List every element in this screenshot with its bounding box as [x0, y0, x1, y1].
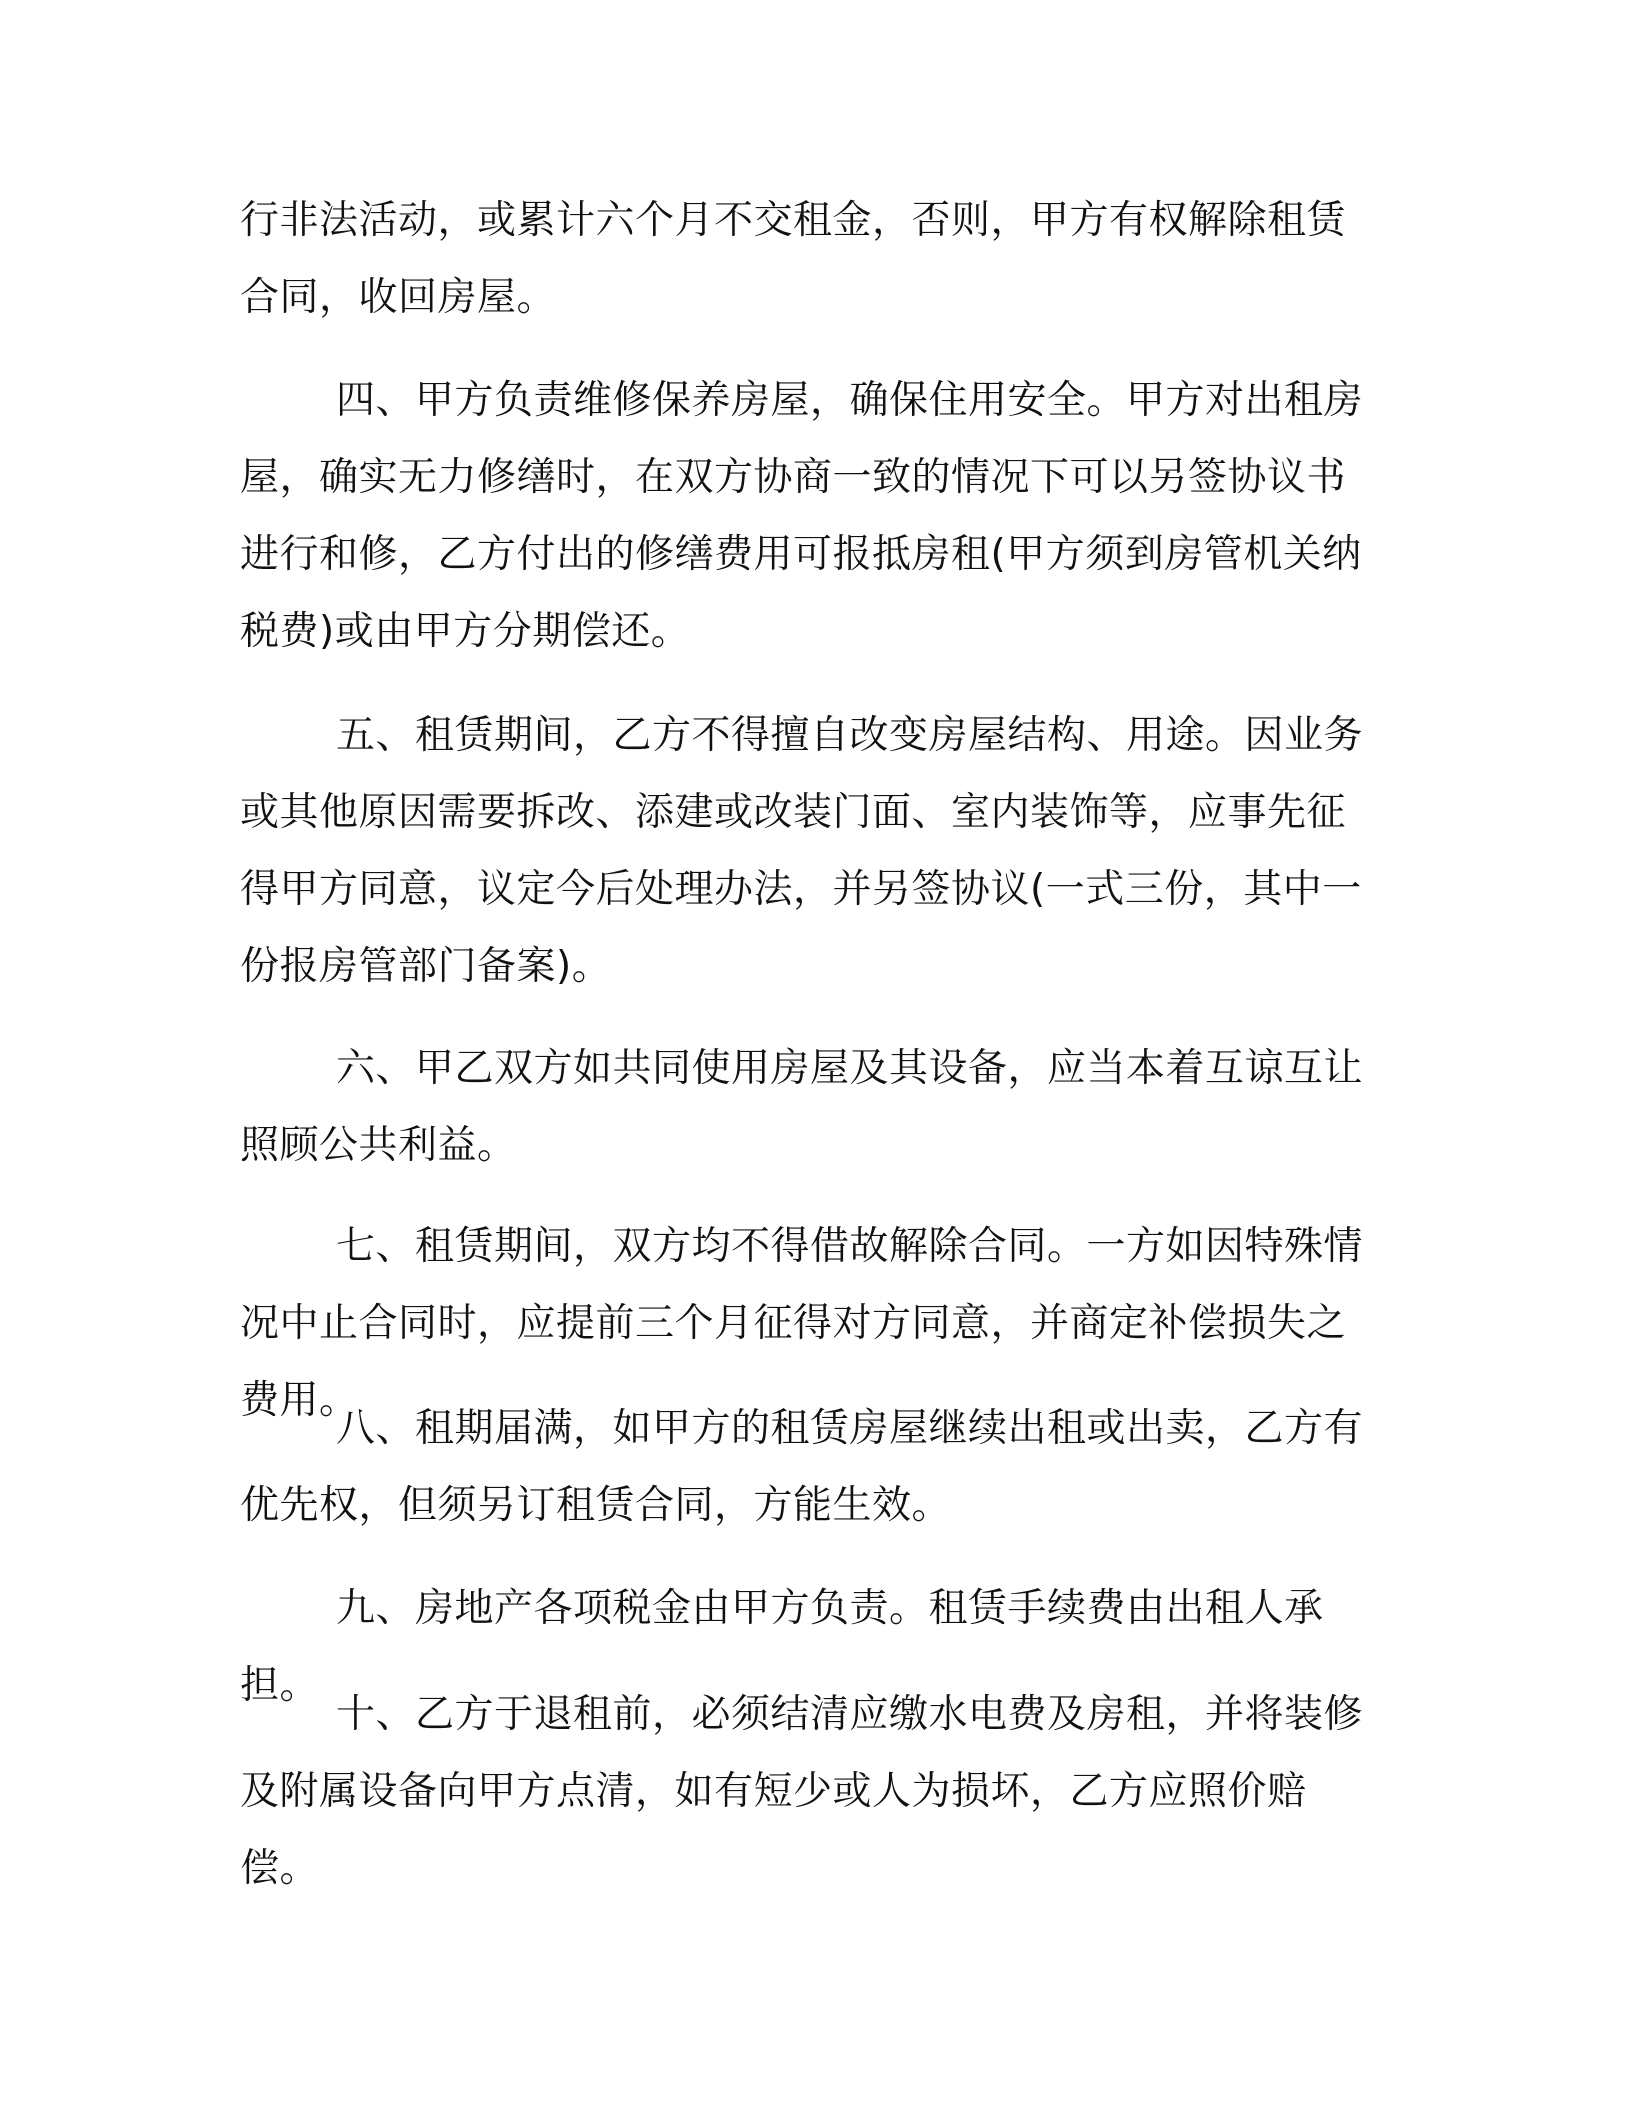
paragraph-clause-5: 五、租赁期间，乙方不得擅自改变房屋结构、用途。因业务或其他原因需要拆改、添建或改装门面、室内装饰等，应事先征得甲方同意，议定今后处理办法，并另签协议(一式三份，其中一份报房管部门备案)。: [240, 713, 1364, 989]
paragraph-clause-6: 六、甲乙双方如共同使用房屋及其设备，应当本着互谅互让照顾公共利益。: [240, 1046, 1364, 1168]
paragraph-clause-4: 四、甲方负责维修保养房屋，确保住用安全。甲方对出租房屋，确实无力修缮时，在双方协商一致的情况下可以另签协议书进行和修，乙方付出的修缮费用可报抵房租(甲方须到房管机关纳税费)或由甲方分期偿还。: [240, 378, 1364, 654]
paragraph-continued: 行非法活动，或累计六个月不交租金，否则，甲方有权解除租赁合同，收回房屋。: [240, 198, 1347, 320]
paragraph-clause-9: 九、房地产各项税金由甲方负责。租赁手续费由出租人承担。: [240, 1586, 1324, 1708]
paragraph-clause-7: 七、租赁期间，双方均不得借故解除合同。一方如因特殊情况中止合同时，应提前三个月征得对方同意，并商定补偿损失之费用。: [240, 1224, 1364, 1423]
paragraph-clause-8: 八、租期届满，如甲方的租赁房屋继续出租或出卖，乙方有优先权，但须另订租赁合同，方能生效。: [240, 1406, 1364, 1528]
paragraph-clause-10: 十、乙方于退租前，必须结清应缴水电费及房租，并将装修及附属设备向甲方点清，如有短少或人为损坏，乙方应照价赔偿。: [240, 1692, 1364, 1891]
